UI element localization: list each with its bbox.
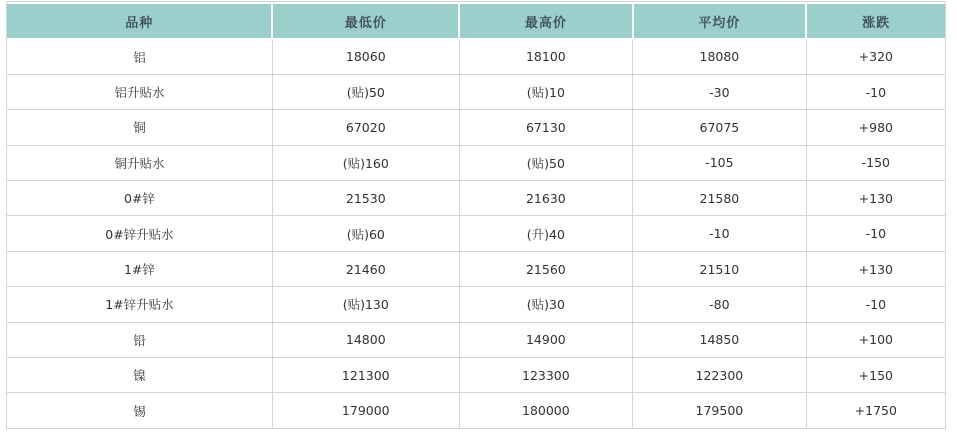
cell-low-price: 14800 [272,322,459,357]
cell-high-price: 21630 [459,181,633,216]
table-body [7,39,945,428]
cell-low-price: (贴)130 [272,287,459,322]
table-row [7,251,945,286]
cell-low-price: (贴)60 [272,216,459,251]
cell-avg-price: 21510 [633,251,807,286]
cell-low-price: 21530 [272,181,459,216]
cell-change: -10 [806,216,945,251]
cell-high-price: 123300 [459,358,633,393]
cell-change: +150 [806,358,945,393]
cell-high-price: 14900 [459,322,633,357]
cell-change: +130 [806,181,945,216]
table-row [7,358,945,393]
table-row [7,39,945,74]
cell-change: +100 [806,322,945,357]
cell-variety: 铝 [7,39,272,74]
cell-avg-price: 14850 [633,322,807,357]
cell-low-price: 121300 [272,358,459,393]
column-header: 最高价 [459,3,633,39]
cell-avg-price: -105 [633,145,807,180]
cell-high-price: (贴)50 [459,145,633,180]
cell-avg-price: 21580 [633,181,807,216]
cell-change: -10 [806,74,945,109]
cell-change: +1750 [806,393,945,428]
cell-avg-price: 122300 [633,358,807,393]
cell-variety: 铜 [7,110,272,145]
cell-variety: 1#锌 [7,251,272,286]
cell-variety: 铝升贴水 [7,74,272,109]
table-row [7,216,945,251]
cell-change: +320 [806,39,945,74]
cell-high-price: (升)40 [459,216,633,251]
cell-low-price: 18060 [272,39,459,74]
cell-variety: 镍 [7,358,272,393]
cell-avg-price: 179500 [633,393,807,428]
table-row [7,287,945,322]
cell-change: -150 [806,145,945,180]
cell-low-price: (贴)160 [272,145,459,180]
cell-high-price: (贴)10 [459,74,633,109]
cell-low-price: 21460 [272,251,459,286]
table-row [7,393,945,428]
cell-avg-price: -80 [633,287,807,322]
cell-low-price: 67020 [272,110,459,145]
table-row [7,145,945,180]
table-row [7,74,945,109]
cell-high-price: 18100 [459,39,633,74]
cell-low-price: (贴)50 [272,74,459,109]
metal-price-table [6,1,946,429]
cell-variety: 0#锌升贴水 [7,216,272,251]
column-header: 平均价 [633,3,807,39]
cell-change: -10 [806,287,945,322]
cell-variety: 0#锌 [7,181,272,216]
table-row [7,322,945,357]
cell-avg-price: -30 [633,74,807,109]
cell-high-price: 180000 [459,393,633,428]
cell-high-price: (贴)30 [459,287,633,322]
cell-avg-price: 67075 [633,110,807,145]
column-header: 涨跌 [806,3,945,39]
cell-variety: 铜升贴水 [7,145,272,180]
header-row [7,3,945,39]
column-header: 最低价 [272,3,459,39]
cell-change: +130 [806,251,945,286]
price-table [7,2,945,428]
column-header: 品种 [7,3,272,39]
cell-variety: 1#锌升贴水 [7,287,272,322]
cell-variety: 锡 [7,393,272,428]
cell-avg-price: -10 [633,216,807,251]
cell-low-price: 179000 [272,393,459,428]
table-row [7,181,945,216]
cell-avg-price: 18080 [633,39,807,74]
cell-high-price: 21560 [459,251,633,286]
table-row [7,110,945,145]
cell-change: +980 [806,110,945,145]
cell-variety: 铅 [7,322,272,357]
cell-high-price: 67130 [459,110,633,145]
